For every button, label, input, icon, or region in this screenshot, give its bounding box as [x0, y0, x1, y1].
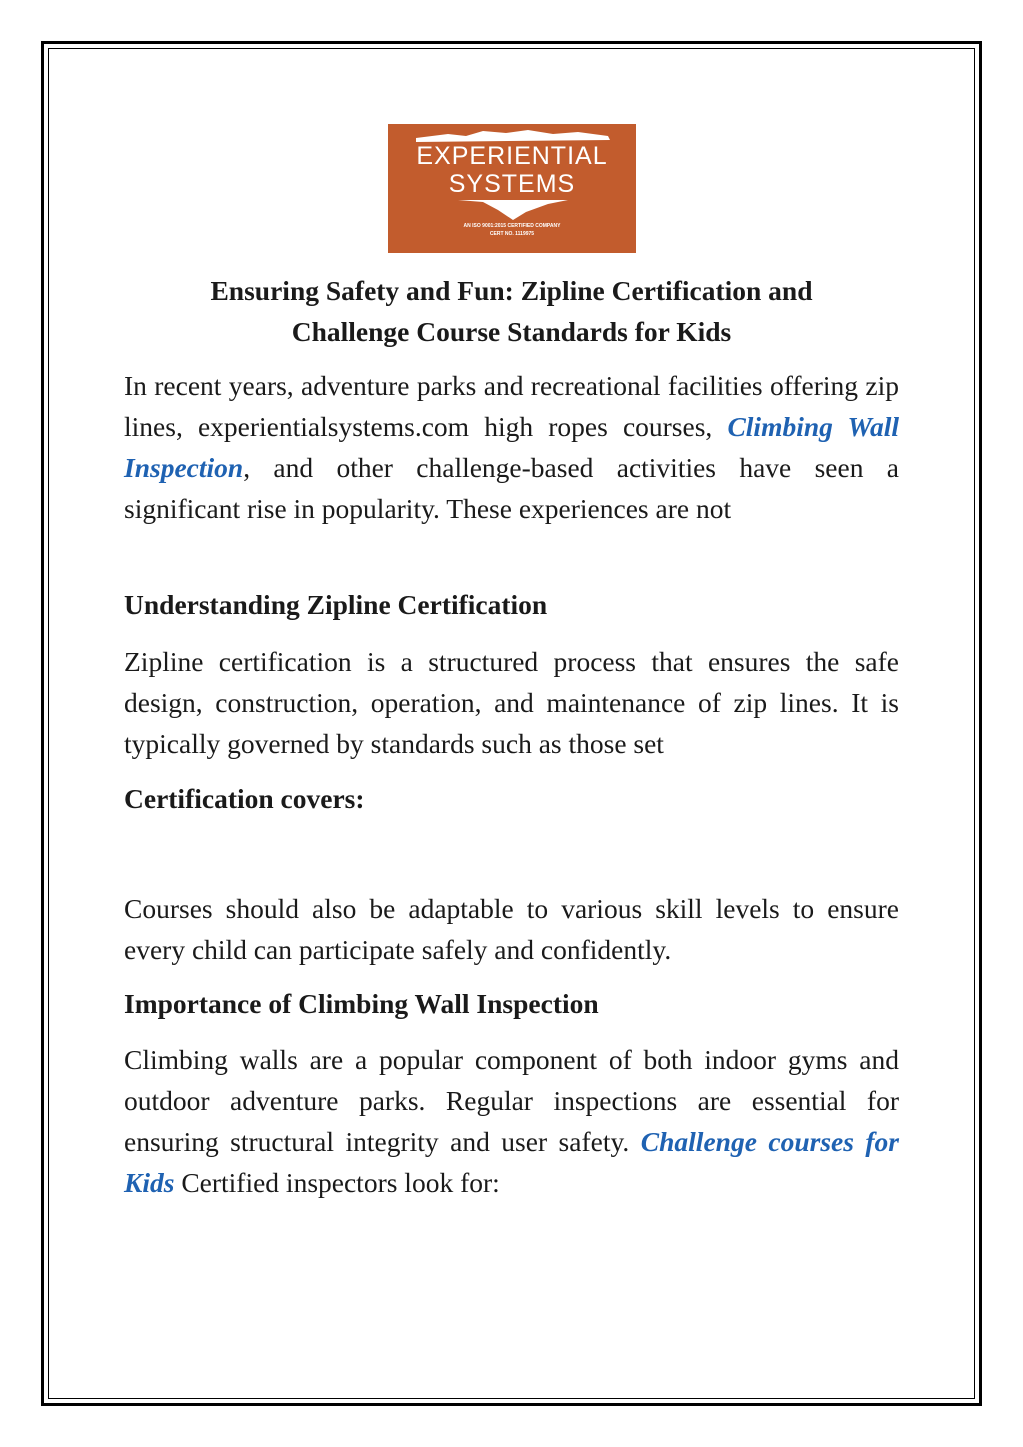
climbing-wall-paragraph — [124, 1039, 899, 1203]
intro-paragraph — [124, 365, 899, 529]
understanding-zipline-heading: Understanding Zipline Certification — [124, 589, 548, 620]
courses-paragraph: Courses should also be adaptable to various skill levels to ensure every child can participate safely and confidently. — [124, 893, 899, 965]
title-line-2: Challenge Course Standards for Kids — [291, 316, 732, 347]
logo-text-line2: SYSTEMS — [448, 170, 576, 198]
intro-text-before: In recent years, adventure parks and recreational facilities offering zip lines, experientialsystems.com high ropes courses, — [124, 370, 899, 442]
logo-text-line1: EXPERIENTIAL — [416, 142, 608, 170]
document-title — [124, 270, 899, 352]
climbing-wall-inspection-link[interactable]: Climbing Wall Inspection — [124, 411, 899, 483]
title-line-1: Ensuring Safety and Fun: Zipline Certification and — [210, 275, 813, 306]
zipline-certification-paragraph: Zipline certification is a structured process that ensures the safe design, construction, operation, and maintenance of zip lines. It is typically governed by standards such as those set — [124, 646, 899, 759]
experiential-systems-logo[interactable] — [388, 124, 636, 253]
climbing-wall-heading: Importance of Climbing Wall Inspection — [124, 988, 599, 1019]
climbing-text-after: Certified inspectors look for: — [174, 1167, 500, 1198]
logo-iso-text: AN ISO 9001:2015 CERTIFIED COMPANY — [463, 223, 561, 229]
intro-text-after: , and other challenge-based activities have seen a significant rise in popularity. These experiences are not — [124, 452, 899, 524]
logo-cert-text: CERT NO. 1119975 — [489, 231, 535, 237]
certification-covers-heading: Certification covers: — [124, 783, 365, 814]
challenge-courses-link[interactable]: Challenge courses for Kids — [124, 1126, 899, 1198]
climbing-text-before: Climbing walls are a popular component of both indoor gyms and outdoor adventure parks. Regular inspections are essential for ensuring structural integrity and user safety. — [124, 1044, 899, 1157]
